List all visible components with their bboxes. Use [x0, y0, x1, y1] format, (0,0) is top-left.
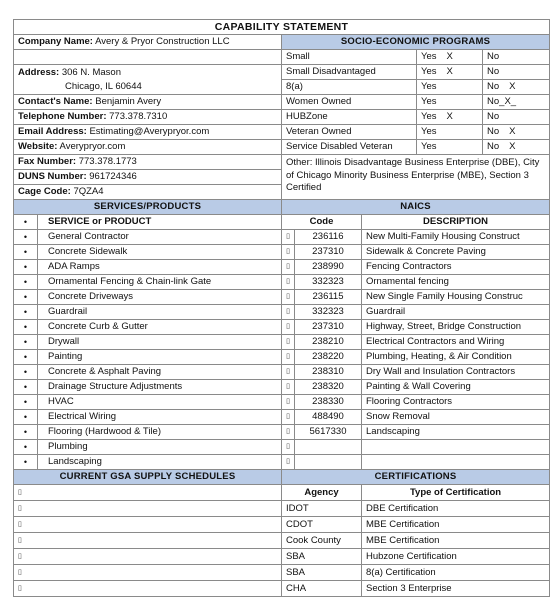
naics-description: Guardrail — [362, 305, 550, 320]
service-item: General Contractor — [38, 230, 282, 245]
checkbox-icon: ▯ — [282, 320, 295, 335]
no-label: No — [487, 141, 500, 152]
naics-desc-header: DESCRIPTION — [362, 215, 550, 230]
gsa-row — [14, 533, 282, 549]
bullet-icon: • — [14, 410, 38, 425]
naics-code: 488490 — [295, 410, 362, 425]
naics-code: 332323 — [295, 305, 362, 320]
duns-label: DUNS Number: — [18, 171, 87, 182]
naics-code: 238310 — [295, 365, 362, 380]
checkbox-icon: ▯ — [18, 537, 22, 544]
checkbox-icon: ▯ — [282, 425, 295, 440]
checkbox-icon: ▯ — [282, 245, 295, 260]
service-item: ADA Ramps — [38, 260, 282, 275]
naics-description: New Multi-Family Housing Construct — [362, 230, 550, 245]
socio-no — [483, 65, 550, 80]
no-label: No — [487, 51, 500, 62]
socio-no — [483, 140, 550, 155]
naics-description: New Single Family Housing Construc — [362, 290, 550, 305]
bullet-icon: • — [14, 320, 38, 335]
checkbox-icon: ▯ — [282, 260, 295, 275]
checkbox-icon: ▯ — [282, 290, 295, 305]
page-title: CAPABILITY STATEMENT — [14, 20, 550, 35]
checkbox-icon: ▯ — [282, 365, 295, 380]
checkbox-icon: ▯ — [282, 350, 295, 365]
phone-label: Telephone Number: — [18, 111, 107, 122]
service-row — [14, 380, 550, 395]
socio-yes — [417, 125, 483, 140]
service-row — [14, 365, 550, 380]
naics-code: 238320 — [295, 380, 362, 395]
service-row — [14, 245, 550, 260]
naics-code: 238990 — [295, 260, 362, 275]
checkbox-icon: ▯ — [282, 395, 295, 410]
naics-code — [295, 455, 362, 470]
socio-yes — [417, 110, 483, 125]
yes-label: Yes — [421, 66, 437, 77]
socio-yes — [417, 140, 483, 155]
service-row — [14, 425, 550, 440]
certification-row — [14, 565, 550, 581]
socio-economic-header: SOCIO-ECONOMIC PROGRAMS — [282, 35, 550, 50]
socio-label: Veteran Owned — [282, 125, 417, 140]
cage-label: Cage Code: — [18, 186, 71, 197]
gsa-header: CURRENT GSA SUPPLY SCHEDULES — [14, 470, 282, 485]
fax-label: Fax Number: — [18, 156, 77, 167]
socio-other: Other: Illinois Disadvantage Business Enterprise (DBE), City of Chicago Minority Business Enterprise (MBE), Section 3 Certified — [282, 155, 550, 200]
fax-value: 773.378.1773 — [78, 156, 137, 167]
naics-description: Fencing Contractors — [362, 260, 550, 275]
naics-code-header: Code — [282, 215, 362, 230]
naics-code: 238330 — [295, 395, 362, 410]
checkbox-icon: ▯ — [282, 440, 295, 455]
contact-cell — [14, 95, 282, 110]
checkbox-icon: ▯ — [18, 521, 22, 528]
socio-no — [483, 125, 550, 140]
socio-yes — [417, 80, 483, 95]
service-item: Electrical Wiring — [38, 410, 282, 425]
naics-code: 5617330 — [295, 425, 362, 440]
no-label: No — [487, 81, 500, 92]
service-row — [14, 230, 550, 245]
bullet-icon: • — [14, 365, 38, 380]
service-item: Flooring (Hardwood & Tile) — [38, 425, 282, 440]
socio-label: Service Disabled Veteran — [282, 140, 417, 155]
checkbox-icon: ▯ — [282, 275, 295, 290]
email-value: Estimating@Averypryor.com — [89, 126, 210, 137]
no-label: No — [487, 126, 500, 137]
gsa-cert-table — [13, 469, 550, 597]
checkbox-icon: ▯ — [18, 489, 22, 496]
no-mark: X — [509, 126, 516, 137]
top-section-table — [13, 19, 550, 200]
bullet-icon: • — [14, 260, 38, 275]
checkbox-icon: ▯ — [18, 505, 22, 512]
duns-value: 961724346 — [89, 171, 137, 182]
certification-row — [14, 581, 550, 597]
service-item: Concrete Curb & Gutter — [38, 320, 282, 335]
checkbox-icon: ▯ — [18, 585, 22, 592]
service-row — [14, 290, 550, 305]
checkbox-icon: ▯ — [18, 553, 22, 560]
naics-description: Highway, Street, Bridge Construction — [362, 320, 550, 335]
service-item: Guardrail — [38, 305, 282, 320]
bullet-icon: • — [14, 230, 38, 245]
no-mark: X_ — [504, 96, 517, 107]
yes-label: Yes — [421, 81, 437, 92]
certification-row — [14, 517, 550, 533]
cert-type: MBE Certification — [362, 517, 550, 533]
service-item: Ornamental Fencing & Chain-link Gate — [38, 275, 282, 290]
socio-yes — [417, 50, 483, 65]
bullet-icon: • — [14, 335, 38, 350]
checkbox-icon: ▯ — [282, 410, 295, 425]
naics-description: Snow Removal — [362, 410, 550, 425]
services-naics-table — [13, 199, 550, 470]
bullet-icon: • — [14, 305, 38, 320]
no-label: No — [487, 66, 500, 77]
bullet-icon: • — [14, 455, 38, 470]
cert-type-header: Type of Certification — [362, 485, 550, 501]
service-item: Drainage Structure Adjustments — [38, 380, 282, 395]
naics-description: Electrical Contractors and Wiring — [362, 335, 550, 350]
website-cell — [14, 140, 282, 155]
checkbox-icon: ▯ — [282, 455, 295, 470]
bullet-icon: • — [14, 395, 38, 410]
contact-value: Benjamin Avery — [95, 96, 162, 107]
gsa-row — [14, 565, 282, 581]
service-row — [14, 455, 550, 470]
yes-mark: X — [446, 51, 453, 62]
address-cell — [14, 65, 282, 95]
service-item: Concrete Sidewalk — [38, 245, 282, 260]
naics-description: Plumbing, Heating, & Air Condition — [362, 350, 550, 365]
yes-label: Yes — [421, 51, 437, 62]
service-row — [14, 440, 550, 455]
socio-yes — [417, 95, 483, 110]
checkbox-icon: ▯ — [18, 569, 22, 576]
yes-mark: X — [446, 66, 453, 77]
naics-description: Ornamental fencing — [362, 275, 550, 290]
service-item: HVAC — [38, 395, 282, 410]
service-row — [14, 320, 550, 335]
cage-cell — [14, 185, 282, 200]
service-row — [14, 350, 550, 365]
cert-agency-header: Agency — [282, 485, 362, 501]
cert-type: DBE Certification — [362, 501, 550, 517]
gsa-row — [14, 517, 282, 533]
socio-label: Small — [282, 50, 417, 65]
cert-type: Hubzone Certification — [362, 549, 550, 565]
cert-agency: Cook County — [282, 533, 362, 549]
duns-cell — [14, 170, 282, 185]
naics-code: 237310 — [295, 245, 362, 260]
address-line1: 306 N. Mason — [61, 66, 121, 78]
cert-agency: IDOT — [282, 501, 362, 517]
naics-description: Sidewalk & Concrete Paving — [362, 245, 550, 260]
bullet-icon: • — [14, 425, 38, 440]
no-label: No_ — [487, 96, 505, 107]
company-name-cell — [14, 35, 282, 50]
no-label: No — [487, 111, 500, 122]
bullet-icon: • — [14, 380, 38, 395]
naics-description: Flooring Contractors — [362, 395, 550, 410]
website-label: Website: — [18, 141, 58, 152]
service-item: Concrete & Asphalt Paving — [38, 365, 282, 380]
yes-label: Yes — [421, 96, 437, 107]
cert-type: Section 3 Enterprise — [362, 581, 550, 597]
socio-label: Small Disadvantaged — [282, 65, 417, 80]
services-header: SERVICES/PRODUCTS — [14, 200, 282, 215]
email-cell — [14, 125, 282, 140]
service-item: Painting — [38, 350, 282, 365]
yes-mark: X — [446, 111, 453, 122]
company-name-value: Avery & Pryor Construction LLC — [95, 36, 230, 47]
certification-row — [14, 533, 550, 549]
blank-cell — [14, 50, 282, 65]
cert-agency: SBA — [282, 565, 362, 581]
bullet-icon: • — [14, 245, 38, 260]
socio-no — [483, 110, 550, 125]
no-mark: X — [509, 81, 516, 92]
gsa-row — [14, 485, 282, 501]
naics-code — [295, 440, 362, 455]
bullet-icon: • — [14, 350, 38, 365]
naics-code: 332323 — [295, 275, 362, 290]
checkbox-icon: ▯ — [282, 230, 295, 245]
certifications-header: CERTIFICATIONS — [282, 470, 550, 485]
naics-description: Landscaping — [362, 425, 550, 440]
service-row — [14, 275, 550, 290]
no-mark: X — [509, 141, 516, 152]
cert-agency: CHA — [282, 581, 362, 597]
service-item: Drywall — [38, 335, 282, 350]
naics-description — [362, 440, 550, 455]
checkbox-icon: ▯ — [282, 335, 295, 350]
cert-type: MBE Certification — [362, 533, 550, 549]
gsa-row — [14, 581, 282, 597]
cert-agency: CDOT — [282, 517, 362, 533]
address-label: Address: — [18, 66, 60, 78]
socio-label: 8(a) — [282, 80, 417, 95]
bullet-icon: • — [14, 275, 38, 290]
certification-row — [14, 501, 550, 517]
address-line2: Chicago, IL 60644 — [65, 80, 142, 92]
service-row — [14, 305, 550, 320]
checkbox-icon: ▯ — [282, 380, 295, 395]
socio-no — [483, 80, 550, 95]
company-name-label: Company Name: — [18, 36, 93, 47]
cert-type: 8(a) Certification — [362, 565, 550, 581]
socio-yes — [417, 65, 483, 80]
bullet-icon: • — [14, 215, 38, 230]
contact-label: Contact's Name: — [18, 96, 93, 107]
services-rows — [14, 230, 550, 470]
naics-description: Painting & Wall Covering — [362, 380, 550, 395]
service-item: Landscaping — [38, 455, 282, 470]
cert-agency: SBA — [282, 549, 362, 565]
gsa-row — [14, 501, 282, 517]
naics-code: 236115 — [295, 290, 362, 305]
naics-description — [362, 455, 550, 470]
service-item: Plumbing — [38, 440, 282, 455]
email-label: Email Address: — [18, 126, 87, 137]
gsa-row — [14, 549, 282, 565]
bullet-icon: • — [14, 290, 38, 305]
socio-label: Women Owned — [282, 95, 417, 110]
website-value: Averypryor.com — [59, 141, 126, 152]
service-row — [14, 410, 550, 425]
naics-description: Dry Wall and Insulation Contractors — [362, 365, 550, 380]
phone-value: 773.378.7310 — [109, 111, 168, 122]
service-row — [14, 395, 550, 410]
phone-cell — [14, 110, 282, 125]
naics-code: 237310 — [295, 320, 362, 335]
service-row — [14, 260, 550, 275]
service-item: Concrete Driveways — [38, 290, 282, 305]
certification-rows — [14, 501, 550, 597]
socio-no — [483, 50, 550, 65]
capability-statement — [13, 19, 549, 597]
yes-label: Yes — [421, 111, 437, 122]
yes-label: Yes — [421, 141, 437, 152]
service-col-header: SERVICE or PRODUCT — [38, 215, 282, 230]
socio-no — [483, 95, 550, 110]
certification-row — [14, 549, 550, 565]
fax-cell — [14, 155, 282, 170]
service-row — [14, 335, 550, 350]
socio-label: HUBZone — [282, 110, 417, 125]
checkbox-icon: ▯ — [282, 305, 295, 320]
yes-label: Yes — [421, 126, 437, 137]
naics-code: 238210 — [295, 335, 362, 350]
bullet-icon: • — [14, 440, 38, 455]
cage-value: 7QZA4 — [73, 186, 104, 197]
naics-code: 238220 — [295, 350, 362, 365]
naics-code: 236116 — [295, 230, 362, 245]
naics-header: NAICS — [282, 200, 550, 215]
